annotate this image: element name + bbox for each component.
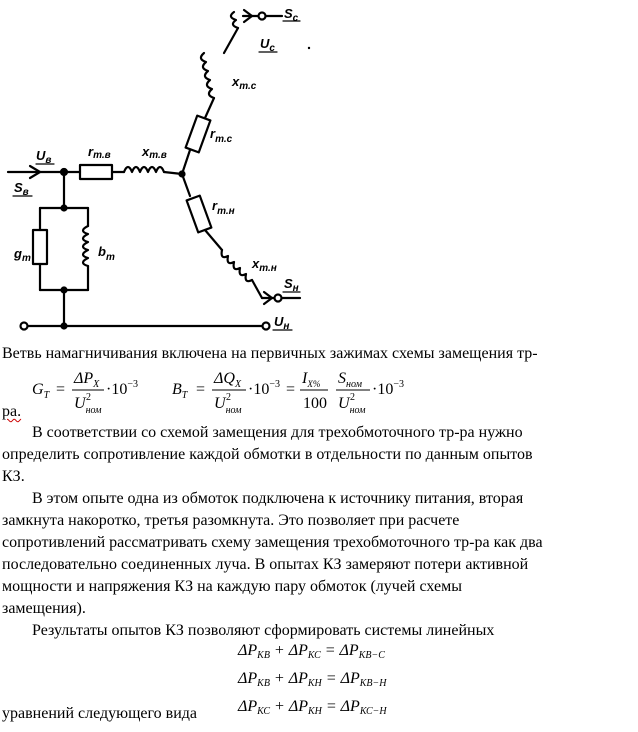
- wire: [252, 280, 262, 298]
- wire: [205, 98, 214, 118]
- formula-row: [0, 366, 420, 416]
- svg-text:=: =: [56, 381, 66, 398]
- equivalent-circuit-diagram: [0, 0, 638, 345]
- para2-line2: замкнута накоротко, третья разомкнута. Это позволяет при расчете: [2, 512, 460, 529]
- text-ra: [2, 401, 21, 423]
- svg-text:2: 2: [350, 392, 355, 403]
- formula-unom1: $U_{ном}$: [74, 395, 102, 416]
- text-line1: Ветвь намагничивания включена на первичных зажимах схемы замещения тр-: [2, 345, 538, 362]
- equation-3: $\Delta P_{КС} + \Delta P_{КН} = \Delta P_{КС-Н}$: [238, 698, 387, 717]
- label-xtb: xт.в: [142, 144, 167, 161]
- formula-factor3: $\cdot 10^{-3}$: [372, 379, 404, 398]
- formula-factor1: $\cdot 10^{-3}$: [106, 379, 138, 398]
- inductor-xtc: [201, 53, 214, 98]
- formula-gt-symbol: $G_T$: [32, 381, 50, 401]
- equation-1: $\Delta P_{КВ} + \Delta P_{КС} = \Delta P_{КВ-С}$: [238, 642, 385, 661]
- formula-ix: $I_{X\%}$: [302, 370, 321, 389]
- inductor-xtb: [124, 167, 164, 172]
- formula-unom3: $U_{ном}$: [338, 395, 366, 416]
- inductor-xtc-top: [231, 12, 238, 28]
- resistor-rtn: [187, 196, 212, 233]
- wire: [182, 150, 190, 174]
- para1-line3: КЗ.: [2, 468, 25, 485]
- formula-hundred: 100: [303, 395, 327, 412]
- label-rtc: $r_{т.с}$: [210, 126, 233, 145]
- label-rtb: rт.в: [88, 144, 111, 161]
- para1-line1: В соответствии со схемой замещения для трехобмоточного тр-ра нужно: [32, 424, 523, 441]
- label-bt: $b_т$: [98, 244, 115, 263]
- terminal-c: [259, 13, 266, 20]
- para2-line4: последовательно соединенных луча. В опытах КЗ замеряют потери активной: [2, 556, 529, 573]
- formula-snom: $S_{ном}$: [338, 370, 362, 390]
- paragraph-line: [2, 343, 538, 365]
- resistor-rtb: [80, 165, 112, 179]
- formula-unom2: $U_{ном}$: [214, 395, 242, 416]
- resistor-rtc: [186, 116, 211, 153]
- wire: [224, 28, 238, 53]
- node: [62, 206, 67, 211]
- svg-text:2: 2: [226, 392, 231, 403]
- para3-line2: уравнений следующего вида: [2, 705, 198, 722]
- label-sc: $S_с$: [284, 6, 299, 24]
- svg-text:=: =: [286, 381, 296, 398]
- conductance-gt: [33, 230, 47, 264]
- terminal-ground-right: [263, 323, 270, 330]
- para3-line1: Результаты опытов КЗ позволяют сформировать системы линейных: [32, 622, 495, 639]
- label-ub: $U_в$: [36, 148, 52, 166]
- formula-factor2: $\cdot 10^{-3}$: [248, 379, 280, 398]
- para2-line3: сопротивлений рассматривать схему замещения трехобмоточного тр-ра как два: [2, 534, 543, 551]
- svg-text:=: =: [196, 381, 206, 398]
- label-sn: $S_н$: [284, 276, 299, 294]
- node: [62, 324, 67, 329]
- svg-text:2: 2: [86, 392, 91, 403]
- formula-bt-symbol: $B_T$: [172, 381, 188, 401]
- equation-2: $\Delta P_{КВ} + \Delta P_{КН} = \Delta P_{КВ-Н}$: [238, 670, 387, 689]
- label-xtc: $x_{т.с}$: [232, 74, 257, 92]
- label-un: $U_н$: [274, 314, 290, 332]
- para2-line1: В этом опыте одна из обмоток подключена к источнику питания, вторая: [32, 490, 524, 507]
- wire: [205, 230, 222, 250]
- terminal-n: [275, 295, 282, 302]
- para2-line5: мощности и напряжения КЗ на каждую пару обмоток (лучей схемы: [2, 578, 462, 595]
- susceptance-bt: [83, 226, 88, 266]
- formula-dqx: $\Delta Q_X$: [214, 370, 242, 390]
- label-rtn: $r_{т.н}$: [212, 198, 235, 217]
- formula-dpx: $\Delta P_X$: [74, 370, 100, 390]
- para1-line2: определить сопротивление каждой обмотки в отдельности по данным опытов: [2, 446, 533, 463]
- stray-dot: [308, 47, 310, 49]
- label-uc: $U_с$: [260, 36, 275, 54]
- inductor-xtn: [222, 250, 252, 281]
- terminal-ground-left: [21, 323, 28, 330]
- text-line2-end: ра.: [2, 403, 22, 420]
- label-sb: $S_в$: [14, 180, 29, 198]
- label-gt: $g_т$: [14, 246, 31, 264]
- para2-line6: замещения).: [2, 600, 86, 617]
- wire: [182, 174, 190, 196]
- label-xtn: $x_{т.н}$: [252, 256, 277, 274]
